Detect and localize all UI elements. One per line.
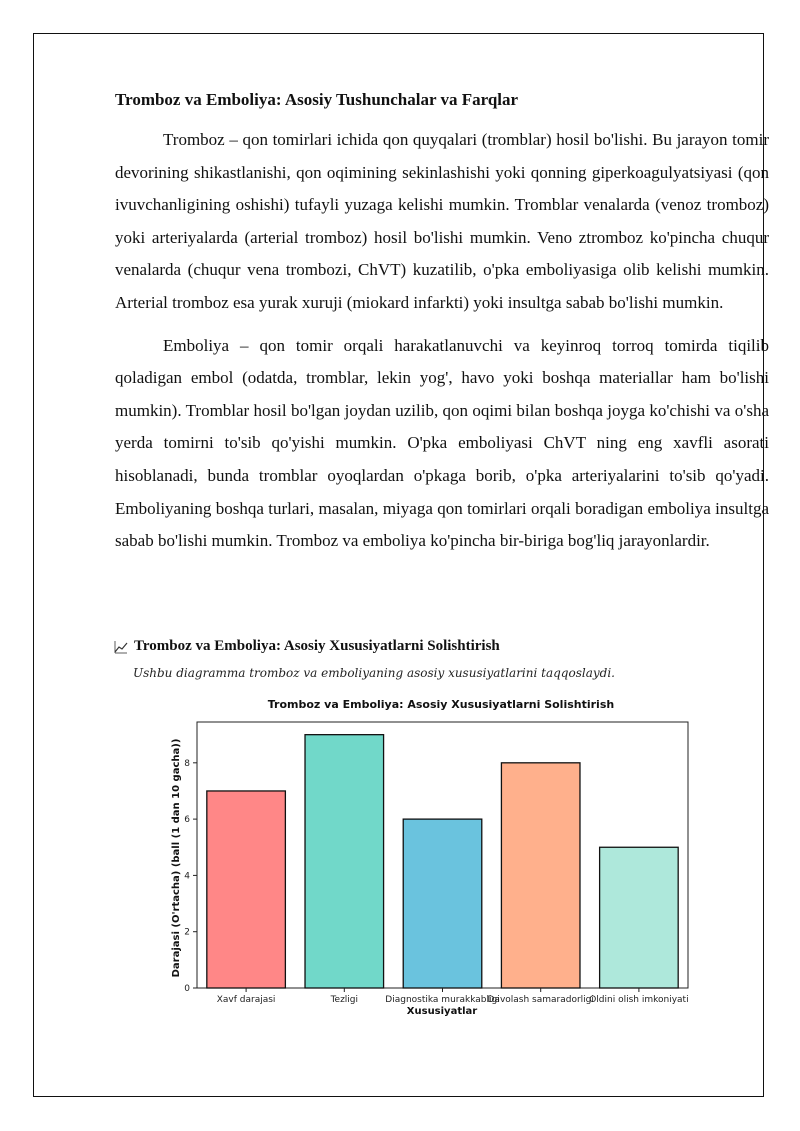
- document-heading: Tromboz va Emboliya: Asosiy Tushunchalar va Farqlar: [115, 90, 519, 109]
- chart-increasing-icon: [114, 640, 128, 654]
- bar-4: [501, 763, 580, 988]
- chart-caption: Ushbu diagramma tromboz va emboliyaning asosiy xususiyatlarini taqqoslaydi.: [133, 666, 615, 680]
- plot-area: [184, 722, 688, 1005]
- x-tick-label: Davolash samaradorligi: [487, 995, 594, 1005]
- bar-3: [403, 819, 482, 988]
- y-tick-label: 0: [184, 984, 190, 994]
- chart-section-heading: [114, 638, 500, 655]
- y-axis-label: Darajasi (O'rtacha) (ball (1 dan 10 gacha)): [171, 738, 182, 978]
- chart-title: Tromboz va Emboliya: Asosiy Xususiyatlarni Solishtirish: [267, 698, 615, 711]
- y-tick-label: 8: [184, 758, 190, 769]
- bar-5: [600, 847, 679, 988]
- x-axis-label: Xususiyatlar: [406, 1006, 478, 1017]
- bar-chart: [160, 690, 700, 1020]
- x-tick-label: Xavf darajasi: [216, 995, 276, 1005]
- paragraph-tromboz: Tromboz – qon tomirlari ichida qon quyqalari (tromblar) hosil bo'lishi. Bu jarayon tomir devorining shikastlanishi, qon oqimining sekinlashishi yoki qonning giperkoagulyatsiyasi (qon ivuvchanligining oshishi) tufayli yuzaga kelishi mumkin. Tromblar venalarda (venoz tromboz) yoki arteriyalarda (arterial tromboz) hosil bo'lishi mumkin. Veno ztromboz ko'pincha chuqur venalarda (chuqur vena trombozi, ChVT) kuzatilib, o'pka emboliyasiga olib kelishi mumkin. Arterial tromboz esa yurak xuruji (miokard infarkti) yoki insultga sabab bo'lishi mumkin.: [115, 130, 769, 312]
- bar-2: [305, 735, 384, 988]
- x-tick-label: Diagnostika murakkabligi: [385, 995, 500, 1005]
- paragraph-emboliya: Emboliya – qon tomir orqali harakatlanuvchi va keyinroq torroq tomirda tiqilib qoladigan embol (odatda, tromblar, lekin yog', havo yoki boshqa materiallar ham bo'lishi mumkin). Tromblar hosil bo'lgan joydan uzilib, qon oqimi bilan boshqa joyga ko'chishi va o'sha yerda tomirni to'sib qo'yishi mumkin. O'pka emboliyasi ChVT ning eng xavfli asorati hisoblanadi, bunda tromblar oyoqlardan o'pkaga borib, o'pka arteriyalarini to'sib qo'yadi. Emboliyaning boshqa turlari, masalan, miyaga qon tomirlari orqali boradigan emboliya insultga sabab bo'lishi mumkin. Tromboz va emboliya ko'pincha bir-biriga bog'liq jarayonlardir.: [115, 335, 769, 551]
- bar-1: [207, 791, 286, 988]
- x-tick-label: Tezligi: [330, 995, 359, 1005]
- document-body: [115, 88, 769, 568]
- y-tick-label: 4: [184, 871, 190, 882]
- x-tick-label: Oldini olish imkoniyati: [589, 995, 689, 1005]
- chart-section-heading-text: Tromboz va Emboliya: Asosiy Xususiyatlarni Solishtirish: [134, 638, 500, 654]
- y-tick-label: 2: [184, 927, 190, 938]
- bar-chart-svg: [160, 690, 700, 1020]
- y-tick-label: 6: [184, 815, 190, 826]
